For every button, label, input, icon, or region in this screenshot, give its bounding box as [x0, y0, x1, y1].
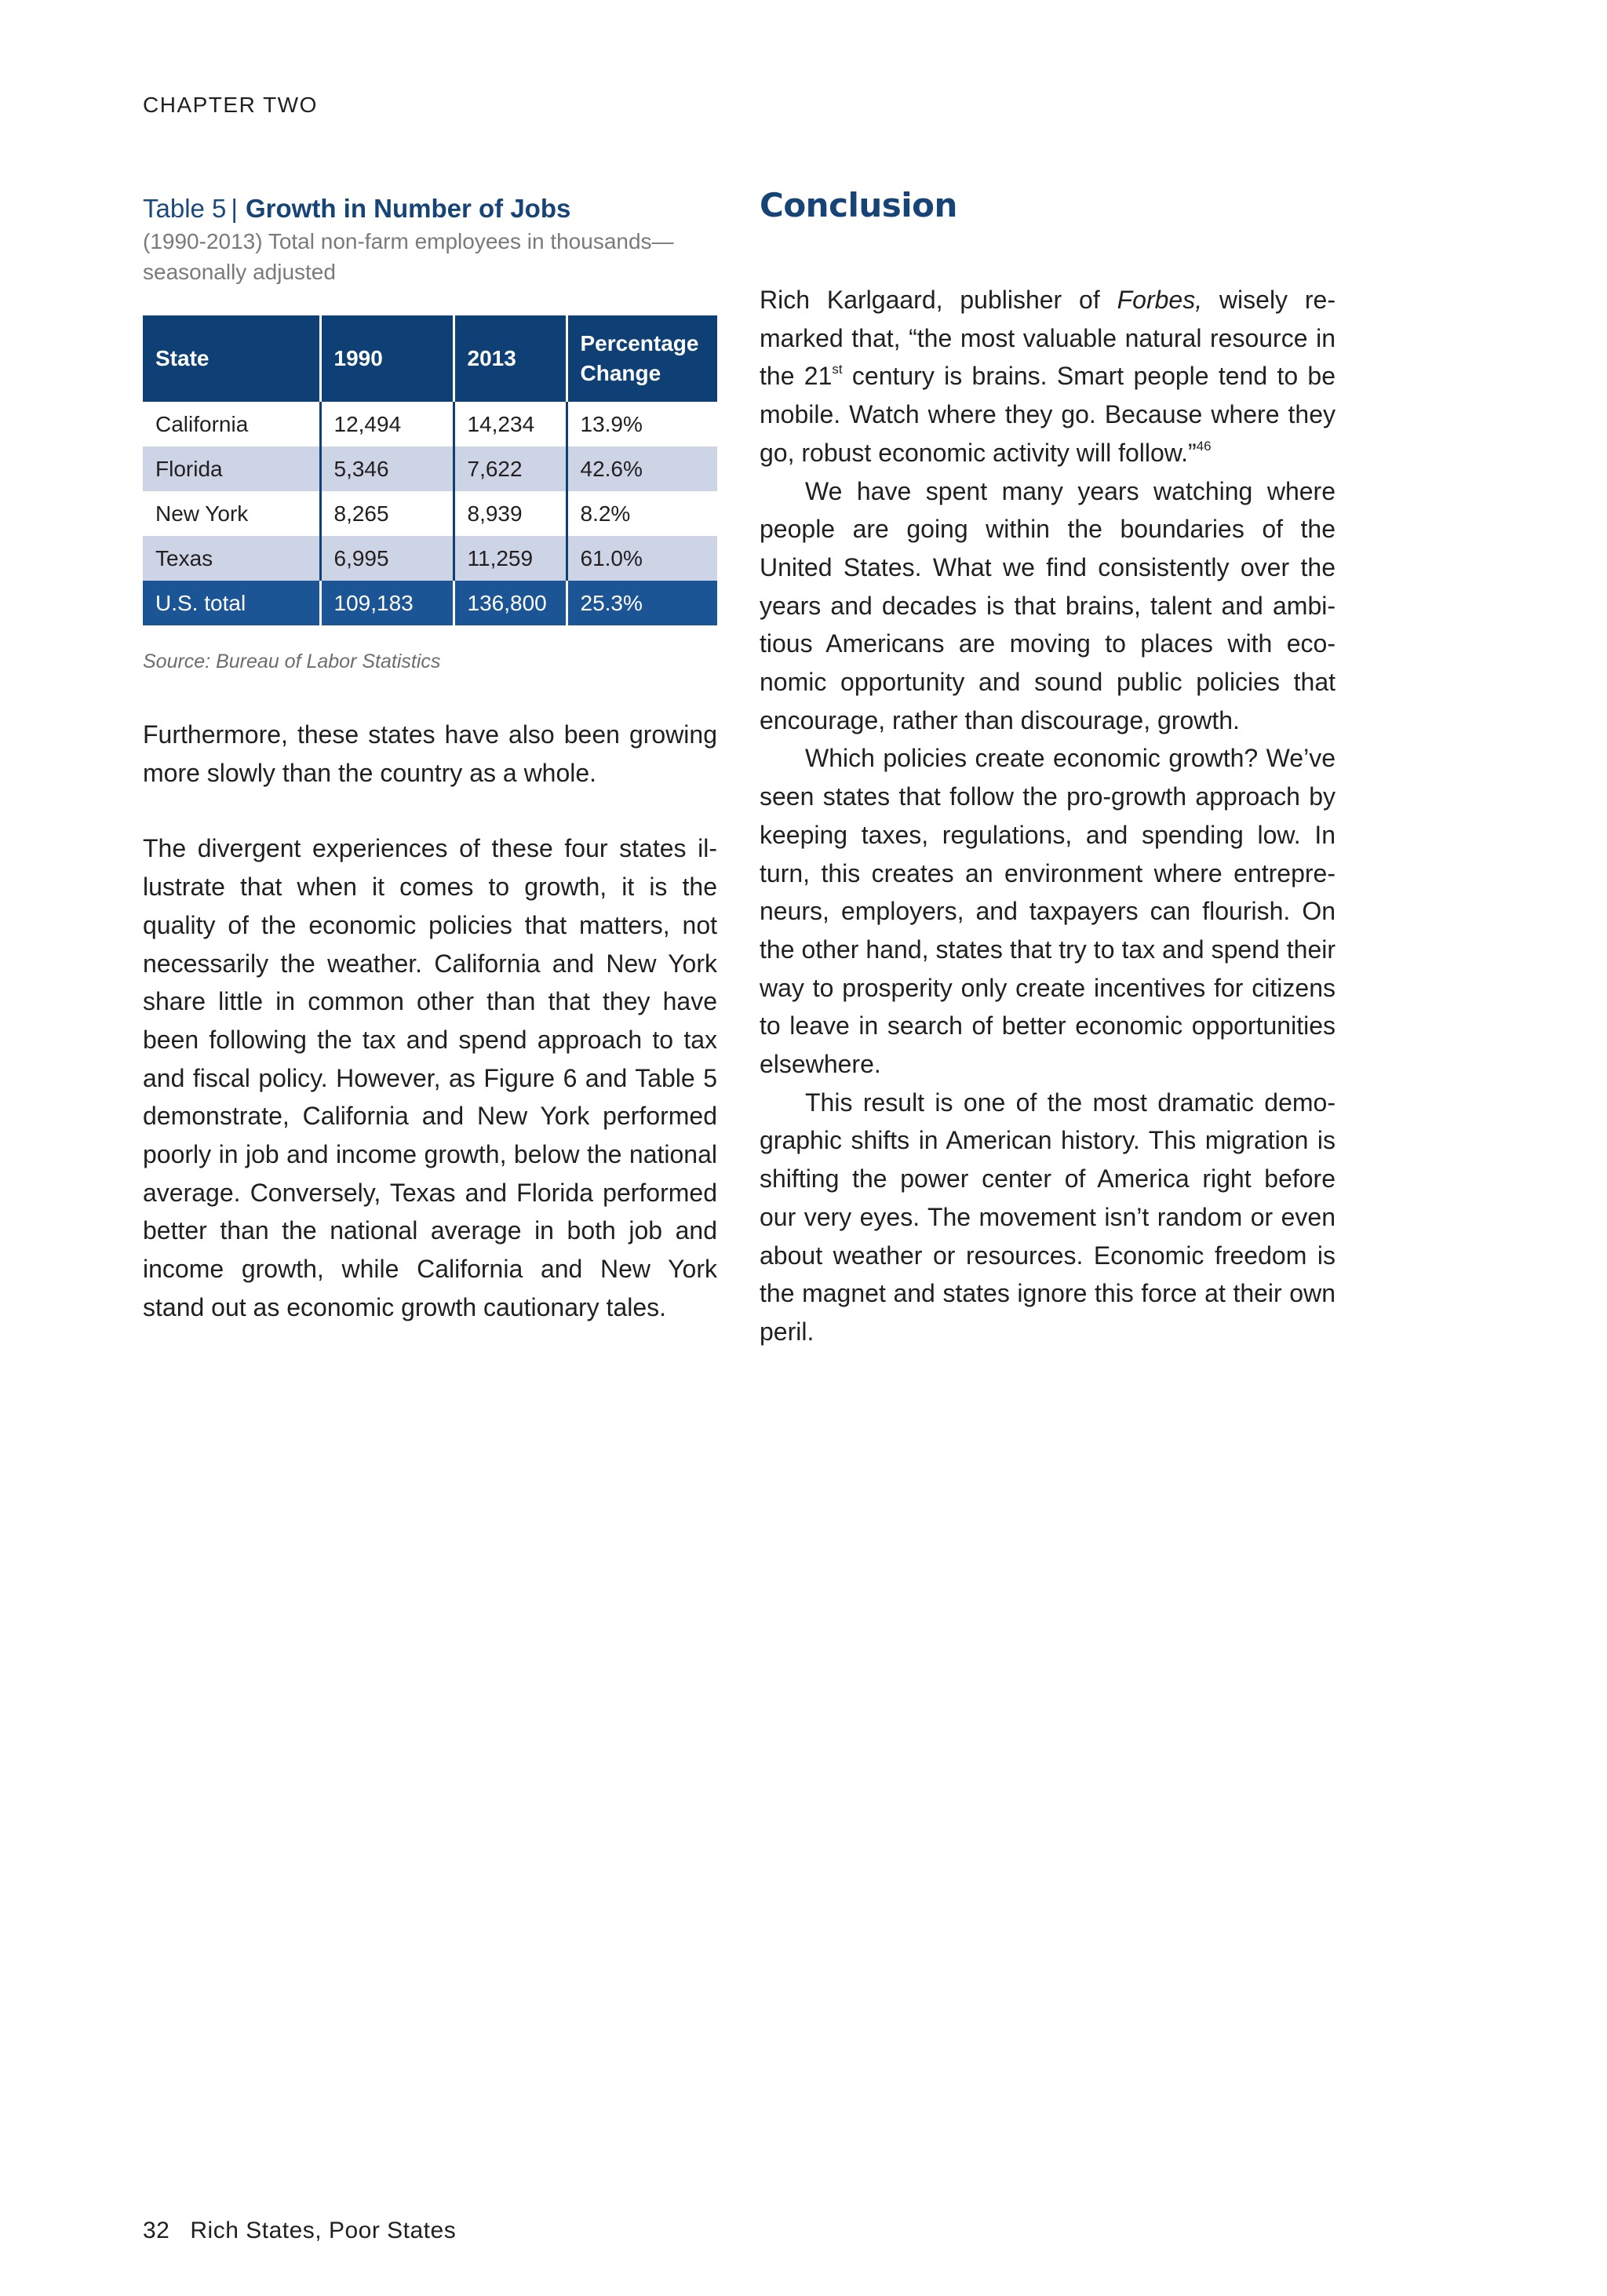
paragraph — [760, 281, 1336, 472]
table-cell: 13.9% — [567, 402, 717, 446]
table-cell: Florida — [143, 446, 320, 491]
table-cell: 5,346 — [320, 446, 454, 491]
table-cell: 12,494 — [320, 402, 454, 446]
paragraph: This result is one of the most dramatic demographic shifts in American history. This migration is shifting the power center of America right before our very eyes. The movement isn’t random or even about weather or resources. Economic freedom is the magnet and states ignore this force at their own peril. — [760, 1088, 1336, 1346]
chapter-label: CHAPTER TWO — [143, 93, 318, 117]
left-body-text — [143, 716, 717, 1327]
table-cell: 8,265 — [320, 491, 454, 536]
table-cell: 6,995 — [320, 536, 454, 581]
table-title-separator: | — [231, 194, 238, 223]
table-row — [143, 491, 717, 536]
paragraph: The divergent experiences of these four states illustrate that when it comes to growth, it is the quality of the economic policies that matters, not necessarily the weather. California and New York share little in common other than that they have been following the tax and spend approach to tax and fiscal policy. However, as Figure 6 and Table 5 demonstrate, California and New York performed poorly in job and income growth, below the national average. Conversely, Texas and Florida performed better than the national average in both job and income growth, while California and New York stand out as economic growth cautionary tales. — [143, 834, 717, 1321]
table-row — [143, 402, 717, 446]
page-number: 32 — [143, 2218, 170, 2243]
page-footer — [143, 2218, 456, 2244]
section-heading: Conclusion — [760, 186, 957, 224]
table-row — [143, 536, 717, 581]
right-column — [760, 182, 1336, 1351]
jobs-growth-table — [143, 315, 717, 625]
table-cell: 11,259 — [454, 536, 567, 581]
publication-name: Forbes, — [1117, 286, 1203, 314]
column-header-2013: 2013 — [454, 315, 567, 402]
column-header-state: State — [143, 315, 320, 402]
text-run: century is brains. Smart people tend to be mobile. Watch where they go. Because where they go, robust economic activity will follow.” — [760, 362, 1336, 467]
column-header-percentage-change: Percentage Change — [567, 315, 717, 402]
table-header-row — [143, 315, 717, 402]
table-cell: California — [143, 402, 320, 446]
table-name: Growth in Number of Jobs — [246, 194, 571, 223]
footnote-ref[interactable]: 46 — [1196, 438, 1212, 454]
table-cell: 25.3% — [567, 581, 717, 625]
table-cell: U.S. total — [143, 581, 320, 625]
paragraph: Furthermore, these states have also been growing more slowly than the country as a whole. — [143, 720, 717, 787]
left-column — [143, 191, 717, 1327]
table-cell: 8,939 — [454, 491, 567, 536]
table-cell: 7,622 — [454, 446, 567, 491]
table-cell: New York — [143, 491, 320, 536]
table-cell: 136,800 — [454, 581, 567, 625]
paragraph: Which policies create economic growth? We’ve seen states that follow the pro-growth approach by keeping taxes, regulations, and spending low. In turn, this creates an environment where entrepreneurs, employers, and taxpayers can flourish. On the other hand, states that try to tax and spend their way to prosperity only create incentives for citizens to leave in search of better economic opportunities elsewhere. — [760, 744, 1336, 1079]
table-subtitle: (1990-2013) Total non-farm employees in thousands—seasonally adjusted — [143, 229, 674, 284]
table-cell: 61.0% — [567, 536, 717, 581]
table-number: Table 5 — [143, 194, 227, 223]
text-run: Rich Karlgaard, publisher of — [760, 286, 1117, 314]
column-header-1990: 1990 — [320, 315, 454, 402]
table-title — [143, 191, 717, 226]
table-source: Source: Bureau of Labor Statistics — [143, 651, 441, 672]
table-cell: 14,234 — [454, 402, 567, 446]
table-cell: 8.2% — [567, 491, 717, 536]
publication-title: Rich States, Poor States — [190, 2218, 457, 2243]
paragraph: We have spent many years watching where people are going within the boundaries of the United States. What we find consistently over the years and decades is that brains, talent and ambitious Americans are moving to places with economic opportunity and sound public policies that encourage, rather than discourage, growth. — [760, 476, 1336, 734]
text-run: wisely remarked that, “the most valuable natural resource in the 21 — [760, 286, 1336, 391]
table-total-row — [143, 581, 717, 625]
table-cell: 109,183 — [320, 581, 454, 625]
table-cell: 42.6% — [567, 446, 717, 491]
table-row — [143, 446, 717, 491]
table-cell: Texas — [143, 536, 320, 581]
ordinal-suffix: st — [832, 362, 843, 377]
right-body-text — [760, 281, 1336, 1351]
